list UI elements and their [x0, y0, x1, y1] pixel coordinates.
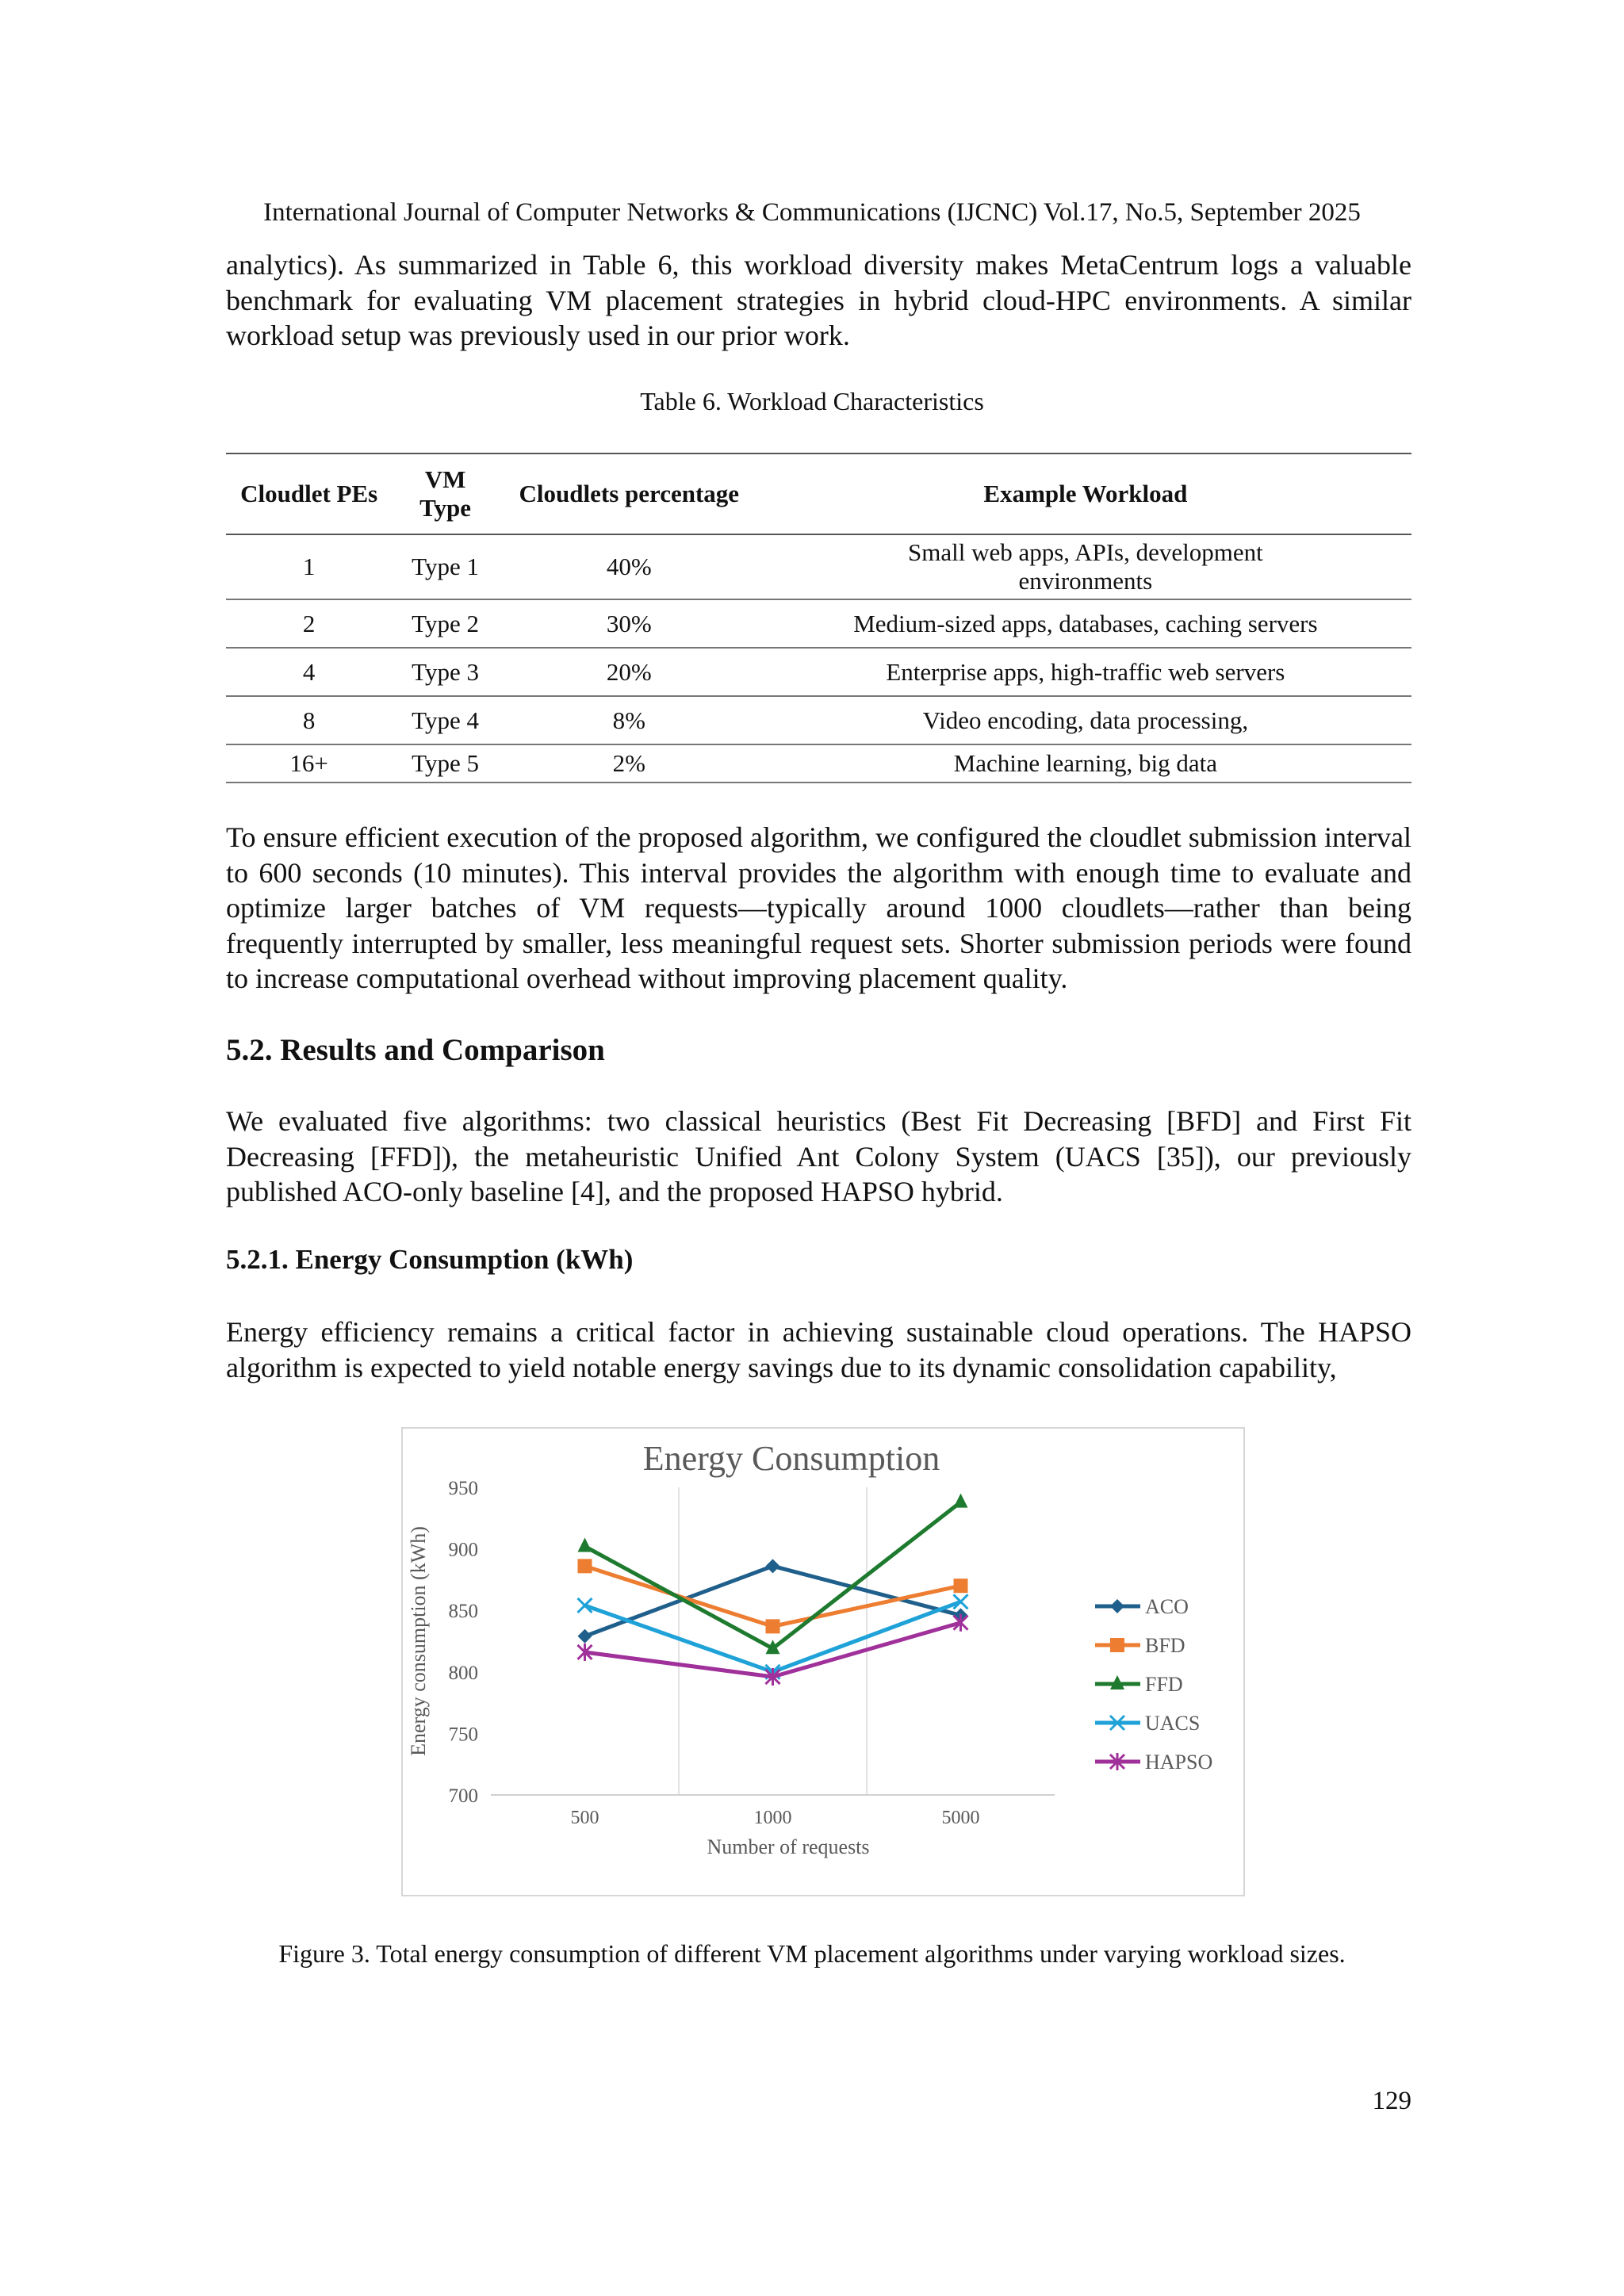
- workload-table: [226, 453, 1411, 783]
- col-header: Cloudlet PEs: [226, 453, 392, 534]
- cell: 20%: [499, 648, 760, 696]
- cell: 4: [226, 648, 392, 696]
- data-point-bfd: [766, 1619, 780, 1633]
- chart-title: Energy Consumption: [642, 1439, 940, 1478]
- paragraph-algorithms: We evaluated five algorithms: two classical heuristics (Best Fit Decreasing [BFD] and First Fit Decreasing [FFD]), the metaheuristic Unified Ant Colony System (UACS [35]), our previously published ACO-only baseline [4], and the proposed HAPSO hybrid.: [226, 1105, 1411, 1208]
- cell: Medium-sized apps, databases, caching servers: [760, 599, 1411, 648]
- legend-marker-aco: [1110, 1599, 1124, 1613]
- figure-caption: Figure 3. Total energy consumption of different VM placement algorithms under varying workload sizes.: [278, 1939, 1346, 1968]
- energy-chart: [401, 1427, 1245, 1896]
- y-tick-label: 950: [448, 1478, 478, 1499]
- paragraph-interval: To ensure efficient execution of the proposed algorithm, we configured the cloudlet submission interval to 600 seconds (10 minutes). This interval provides the algorithm with enough time to evaluate and optimize larger batches of VM requests—typically around 1000 cloudlets—rather than being frequently interrupted by smaller, less meaningful request sets. Shorter submission periods were found to increase computational overhead without improving placement quality.: [226, 821, 1411, 995]
- y-axis-label: Energy consumption (kWh): [407, 1526, 430, 1756]
- cell: 30%: [499, 599, 760, 648]
- y-tick-label: 700: [448, 1785, 478, 1807]
- cell: Video encoding, data processing,: [760, 696, 1411, 744]
- cell: Type 3: [392, 648, 499, 696]
- table-header-row: [226, 453, 1411, 534]
- cell: Enterprise apps, high-traffic web servers: [760, 648, 1411, 696]
- legend-marker-bfd: [1110, 1638, 1124, 1652]
- x-tick-label: 5000: [941, 1808, 980, 1828]
- data-point-aco: [578, 1629, 592, 1644]
- x-tick-label: 500: [570, 1808, 599, 1828]
- chart-svg: [403, 1429, 1243, 1895]
- data-point-aco: [766, 1559, 780, 1573]
- data-point-ffd: [954, 1494, 968, 1508]
- col-header: Example Workload: [760, 453, 1411, 534]
- paragraph-intro: analytics). As summarized in Table 6, this workload diversity makes MetaCentrum logs a valuable benchmark for evaluating VM placement strategies in hybrid cloud-HPC environments. A similar workload setup was previously used in our prior work.: [226, 249, 1411, 352]
- cell: Type 5: [392, 744, 499, 783]
- legend-label-uacs: UACS: [1145, 1712, 1201, 1735]
- cell: 1: [226, 534, 392, 599]
- data-point-ffd: [578, 1537, 592, 1552]
- x-axis-label: Number of requests: [707, 1835, 870, 1858]
- cell: Machine learning, big data: [760, 744, 1411, 783]
- cell: Type 2: [392, 599, 499, 648]
- col-header: VM Type: [392, 453, 499, 534]
- y-tick-label: 850: [448, 1601, 478, 1623]
- cell: 2: [226, 599, 392, 648]
- cell: Small web apps, APIs, development environments: [760, 534, 1411, 599]
- table-row: [226, 744, 1411, 783]
- legend-label-bfd: BFD: [1145, 1634, 1185, 1657]
- data-point-bfd: [954, 1578, 968, 1593]
- legend-label-hapso: HAPSO: [1145, 1751, 1213, 1774]
- y-tick-label: 900: [448, 1539, 478, 1561]
- paragraph-energy: Energy efficiency remains a critical factor in achieving sustainable cloud operations. The HAPSO algorithm is expected to yield notable energy savings due to its dynamic consolidation capability,: [226, 1316, 1411, 1383]
- cell: 8: [226, 696, 392, 744]
- cell: 2%: [499, 744, 760, 783]
- cell: Type 4: [392, 696, 499, 744]
- col-header: Cloudlets percentage: [499, 453, 760, 534]
- legend-label-ffd: FFD: [1145, 1673, 1183, 1696]
- cell: 40%: [499, 534, 760, 599]
- x-tick-label: 1000: [753, 1808, 792, 1828]
- page-number: 129: [1372, 2087, 1411, 2115]
- cell: Type 1: [392, 534, 499, 599]
- table-row: [226, 696, 1411, 744]
- y-tick-label: 750: [448, 1724, 478, 1746]
- table-row: [226, 648, 1411, 696]
- section-heading: 5.2. Results and Comparison: [226, 1033, 605, 1067]
- table-caption: Table 6. Workload Characteristics: [640, 387, 984, 415]
- legend-label-aco: ACO: [1145, 1595, 1189, 1618]
- journal-header: International Journal of Computer Networks & Communications (IJCNC) Vol.17, No.5, September 2025: [263, 198, 1361, 227]
- cell: 8%: [499, 696, 760, 744]
- y-tick-label: 800: [448, 1662, 478, 1684]
- table-row: [226, 599, 1411, 648]
- table-row: [226, 534, 1411, 599]
- data-point-bfd: [578, 1559, 592, 1573]
- subsection-heading: 5.2.1. Energy Consumption (kWh): [226, 1244, 634, 1275]
- cell: 16+: [226, 744, 392, 783]
